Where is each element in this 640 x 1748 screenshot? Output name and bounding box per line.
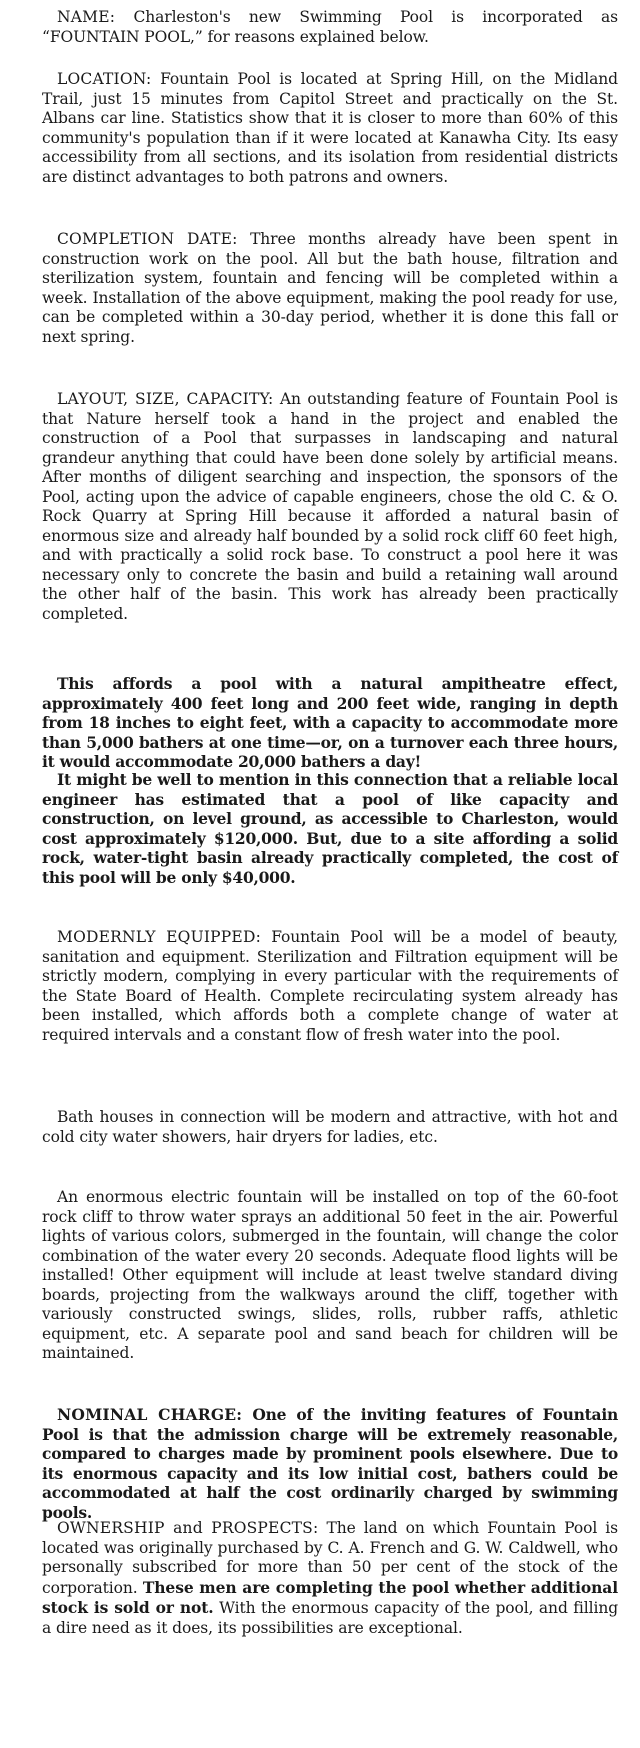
heading-name: NAME:: [57, 8, 116, 26]
text-bath-houses: Bath houses in connection will be modern and attractive, with hot and cold city water showers, hair dryers for ladies, etc.: [42, 1108, 618, 1146]
text-cost-mention: It might be well to mention in this connection that a reliable local engineer has estimated that a pool of like capacity and construction, on level ground, as accessible to Charleston, would cost approximately $120,000. But, due to a site affording a solid rock, water-tight basin already practically completed, the cost of this pool will be only $40,000.: [42, 770, 618, 887]
text-modernly-equipped: Fountain Pool will be a model of beauty, sanitation and equipment. Sterilization and Filtration equipment will be strictly modern, complying in every particular with the requirements of the State Board of Health. Complete recirculating system already has been installed, which affords both a complete change of water at required intervals and a constant flow of fresh water into the pool.: [42, 928, 618, 1044]
paragraph-layout-size-capacity: [42, 390, 618, 624]
text-completion-date: Three months already have been spent in construction work on the pool. All but the bath house, filtration and sterilization system, fountain and fencing will be completed within a week. Installation of the above equipment, making the pool ready for use, can be completed within a 30-day period, whether it is done this fall or next spring.: [42, 230, 618, 346]
text-name: Charleston's new Swimming Pool is incorporated as “FOUNTAIN POOL,” for reasons explained below.: [42, 8, 619, 46]
text-ownership-part2: These men are completing the pool whether additional stock is sold or not.: [42, 1577, 619, 1617]
paragraph-electric-fountain: [42, 1188, 618, 1364]
paragraph-ownership-prospects: [42, 1519, 618, 1638]
heading-modernly-equipped: MODERNLY EQUIPPED:: [57, 928, 261, 946]
paragraph-name: [42, 8, 618, 47]
heading-completion-date: COMPLETION DATE:: [57, 230, 238, 248]
heading-layout-size-capacity: LAYOUT, SIZE, CAPACITY:: [57, 390, 274, 408]
heading-nominal-charge: NOMINAL CHARGE:: [57, 1405, 243, 1424]
heading-ownership-prospects: OWNERSHIP and PROSPECTS:: [57, 1519, 319, 1537]
text-affords: This affords a pool with a natural ampitheatre effect, approximately 400 feet long and 200 feet wide, ranging in depth from 18 inches to eight feet, with a capacity to accommodate more than 5,000 bathers at one time—or, on a turnover each three hours, it would accommodate 20,000 bathers a day!: [42, 674, 618, 771]
text-location: Fountain Pool is located at Spring Hill, on the Midland Trail, just 15 minutes from Capitol Street and practically on the St. Albans car line. Statistics show that it is closer to more than 60% of this community's population than if it were located at Kanawha City. Its easy accessibility from all sections, and its isolation from residential districts are distinct advantages to both patrons and owners.: [42, 70, 618, 186]
paragraph-completion-date: [42, 230, 618, 347]
text-layout-size-capacity: An outstanding feature of Fountain Pool is that Nature herself took a hand in the project and enabled the construction of a Pool that surpasses in landscaping and natural grandeur anything that could have been done solely by artificial means. After months of diligent searching and inspection, the sponsors of the Pool, acting upon the advice of capable engineers, chose the old C. & O. Rock Quarry at Spring Hill because it afforded a natural basin of enormous size and already half bounded by a solid rock cliff 60 feet high, and with practically a solid rock base. To construct a pool here it was necessary only to concrete the basin and build a retaining wall around the other half of the basin. This work has already been practically completed.: [42, 390, 618, 623]
paragraph-location: [42, 70, 618, 187]
text-nominal-charge: One of the inviting features of Fountain Pool is that the admission charge will be extremely reasonable, compared to charges made by prominent pools elsewhere. Due to its enormous capacity and its low initial cost, bathers could be accommodated at half the cost ordinarily charged by swimming pools.: [42, 1405, 618, 1522]
text-ownership-part1: The land on which Fountain Pool is located was originally purchased by C. A. French and G. W. Caldwell, who personally subscribed for more than 50 per cent of the stock of the corporation.: [42, 1519, 618, 1597]
heading-location: LOCATION:: [57, 70, 152, 88]
text-electric-fountain: An enormous electric fountain will be installed on top of the 60-foot rock cliff to throw water sprays an additional 50 feet in the air. Powerful lights of various colors, submerged in the fountain, will change the color combination of the water every 20 seconds. Adequate flood lights will be installed! Other equipment will include at least twelve standard diving boards, projecting from the walkways around the cliff, together with variously constructed swings, slides, rolls, rubber raffs, athletic equipment, etc. A separate pool and sand beach for children will be maintained.: [42, 1188, 618, 1362]
text-ownership-part3: With the enormous capacity of the pool, and filling a dire need as it does, its possibilities are exceptional.: [42, 1599, 619, 1637]
paragraph-affords: [42, 674, 618, 772]
paragraph-bath-houses: [42, 1108, 618, 1147]
paragraph-cost-mention: [42, 770, 618, 887]
paragraph-nominal-charge: [42, 1405, 618, 1522]
paragraph-modernly-equipped: [42, 928, 618, 1045]
